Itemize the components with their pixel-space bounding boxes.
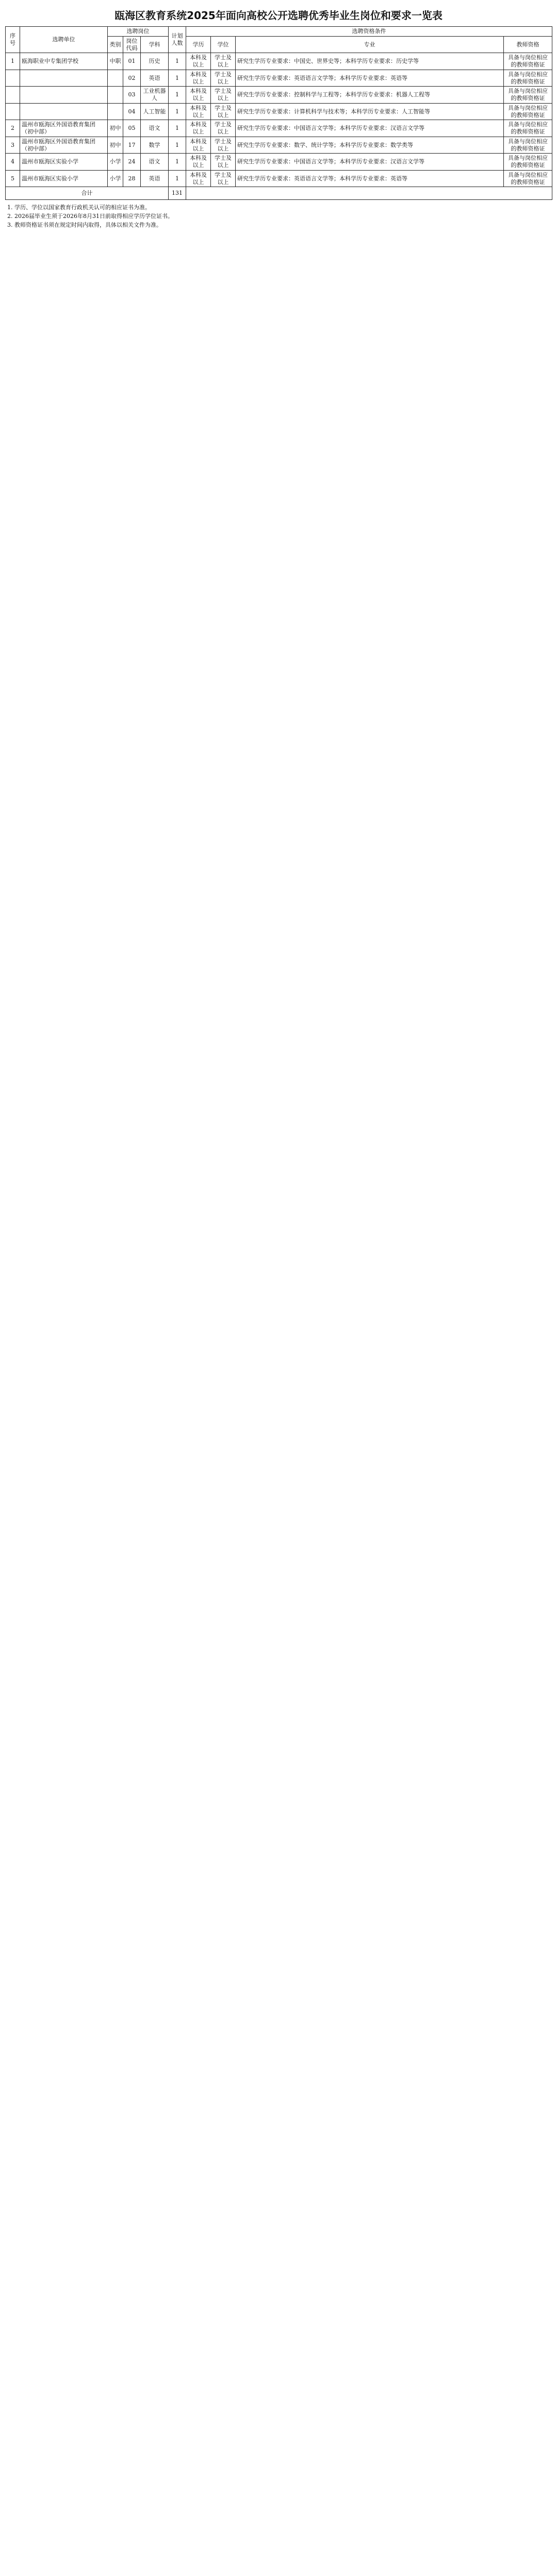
cell-unit: 温州市瓯海区外国语教育集团（初中部） (20, 120, 108, 137)
cell-post-code: 24 (123, 154, 141, 171)
cell-subject: 英语 (141, 70, 169, 87)
cell-edu: 本科及以上 (186, 53, 211, 70)
cell-edu: 本科及以上 (186, 120, 211, 137)
cell-degree: 学士及以上 (211, 120, 236, 137)
cell-edu: 本科及以上 (186, 70, 211, 87)
cell-category (108, 87, 123, 104)
cell-degree: 学士及以上 (211, 137, 236, 154)
header-subject: 学科 (141, 36, 169, 53)
cell-major: 研究生学历专业要求：控制科学与工程等；本科学历专业要求：机器人工程等 (236, 87, 504, 104)
cell-unit: 瓯海职业中专集团学校 (20, 53, 108, 70)
cell-edu: 本科及以上 (186, 154, 211, 171)
cell-qual: 具备与岗位相应的教师资格证 (504, 120, 552, 137)
note-line: 1. 学历、学位以国家教育行政机关认可的相应证书为准。 (7, 204, 151, 211)
header-plan: 计划人数 (169, 27, 186, 53)
cell-qual: 具备与岗位相应的教师资格证 (504, 87, 552, 104)
note-line: 3. 教师资格证书须在规定时间内取得，具体以相关文件为准。 (7, 222, 162, 229)
cell-degree: 学士及以上 (211, 70, 236, 87)
cell-seq: 5 (6, 170, 20, 187)
cell-plan: 1 (169, 154, 186, 171)
table-row (6, 70, 552, 87)
table-row (6, 103, 552, 120)
cell-subject: 工业机器人 (141, 87, 169, 104)
cell-plan: 1 (169, 53, 186, 70)
cell-plan: 1 (169, 70, 186, 87)
cell-degree: 学士及以上 (211, 87, 236, 104)
cell-category (108, 70, 123, 87)
recruitment-table (5, 26, 552, 200)
cell-major: 研究生学历专业要求：数学、统计学等；本科学历专业要求：数学类等 (236, 137, 504, 154)
header-unit: 选聘单位 (20, 27, 108, 53)
cell-seq: 3 (6, 137, 20, 154)
cell-edu: 本科及以上 (186, 87, 211, 104)
cell-subject: 历史 (141, 53, 169, 70)
cell-category: 初中 (108, 120, 123, 137)
cell-post-code: 04 (123, 103, 141, 120)
cell-major: 研究生学历专业要求：中国史、世界史等；本科学历专业要求：历史学等 (236, 53, 504, 70)
cell-seq: 1 (6, 53, 20, 70)
cell-degree: 学士及以上 (211, 170, 236, 187)
cell-post-code: 28 (123, 170, 141, 187)
total-value: 131 (169, 187, 186, 200)
cell-post-code: 02 (123, 70, 141, 87)
header-major: 专业 (236, 36, 504, 53)
cell-degree: 学士及以上 (211, 154, 236, 171)
header-seq: 序号 (6, 27, 20, 53)
cell-subject: 语文 (141, 154, 169, 171)
cell-qual: 具备与岗位相应的教师资格证 (504, 154, 552, 171)
cell-plan: 1 (169, 137, 186, 154)
cell-unit: 温州市瓯海区外国语教育集团（初中部） (20, 137, 108, 154)
cell-qual: 具备与岗位相应的教师资格证 (504, 53, 552, 70)
notes (5, 203, 552, 229)
cell-seq (6, 87, 20, 104)
cell-subject: 人工智能 (141, 103, 169, 120)
header-code: 岗位代码 (123, 36, 141, 53)
cell-seq: 2 (6, 120, 20, 137)
cell-category: 小学 (108, 154, 123, 171)
cell-edu: 本科及以上 (186, 170, 211, 187)
page (5, 0, 552, 229)
cell-post-code: 17 (123, 137, 141, 154)
cell-edu: 本科及以上 (186, 137, 211, 154)
cell-qual: 具备与岗位相应的教师资格证 (504, 137, 552, 154)
cell-post-code: 01 (123, 53, 141, 70)
cell-major: 研究生学历专业要求：计算机科学与技术等；本科学历专业要求：人工智能等 (236, 103, 504, 120)
cell-major: 研究生学历专业要求：中国语言文学等；本科学历专业要求：汉语言文学等 (236, 154, 504, 171)
cell-subject: 语文 (141, 120, 169, 137)
cell-plan: 1 (169, 103, 186, 120)
cell-seq (6, 103, 20, 120)
cell-degree: 学士及以上 (211, 53, 236, 70)
cell-subject: 英语 (141, 170, 169, 187)
cell-plan: 1 (169, 87, 186, 104)
header-cond-group: 选聘资格条件 (186, 27, 552, 37)
table-row (6, 53, 552, 70)
cell-unit (20, 103, 108, 120)
cell-plan: 1 (169, 120, 186, 137)
cell-unit (20, 87, 108, 104)
table-row (6, 170, 552, 187)
cell-degree: 学士及以上 (211, 103, 236, 120)
cell-qual: 具备与岗位相应的教师资格证 (504, 103, 552, 120)
table-row (6, 137, 552, 154)
header-qual: 教师资格 (504, 36, 552, 53)
cell-seq: 4 (6, 154, 20, 171)
cell-category: 初中 (108, 137, 123, 154)
note-line: 2. 2026届毕业生须于2026年8月31日前取得相应学历学位证书。 (7, 213, 173, 220)
cell-post-code: 05 (123, 120, 141, 137)
header-degree: 学位 (211, 36, 236, 53)
table-row (6, 87, 552, 104)
cell-major: 研究生学历专业要求：英语语言文学等；本科学历专业要求：英语等 (236, 70, 504, 87)
cell-category: 中职 (108, 53, 123, 70)
cell-plan: 1 (169, 170, 186, 187)
cell-unit: 温州市瓯海区实验小学 (20, 170, 108, 187)
cell-major: 研究生学历专业要求：中国语言文学等；本科学历专业要求：汉语言文学等 (236, 120, 504, 137)
header-edu: 学历 (186, 36, 211, 53)
page-title: 瓯海区教育系统2025年面向高校公开选聘优秀毕业生岗位和要求一览表 (114, 9, 443, 22)
cell-seq (6, 70, 20, 87)
cell-unit: 温州市瓯海区实验小学 (20, 154, 108, 171)
header-cat: 类别 (108, 36, 123, 53)
cell-unit (20, 70, 108, 87)
total-label: 合计 (6, 187, 169, 200)
cell-category (108, 103, 123, 120)
cell-post-code: 03 (123, 87, 141, 104)
table-row (6, 154, 552, 171)
header-post-group: 选聘岗位 (108, 27, 169, 37)
cell-subject: 数学 (141, 137, 169, 154)
cell-qual: 具备与岗位相应的教师资格证 (504, 70, 552, 87)
table-body (6, 53, 552, 187)
cell-category: 小学 (108, 170, 123, 187)
cell-major: 研究生学历专业要求：英语语言文学等；本科学历专业要求：英语等 (236, 170, 504, 187)
cell-edu: 本科及以上 (186, 103, 211, 120)
cell-qual: 具备与岗位相应的教师资格证 (504, 170, 552, 187)
table-row (6, 120, 552, 137)
